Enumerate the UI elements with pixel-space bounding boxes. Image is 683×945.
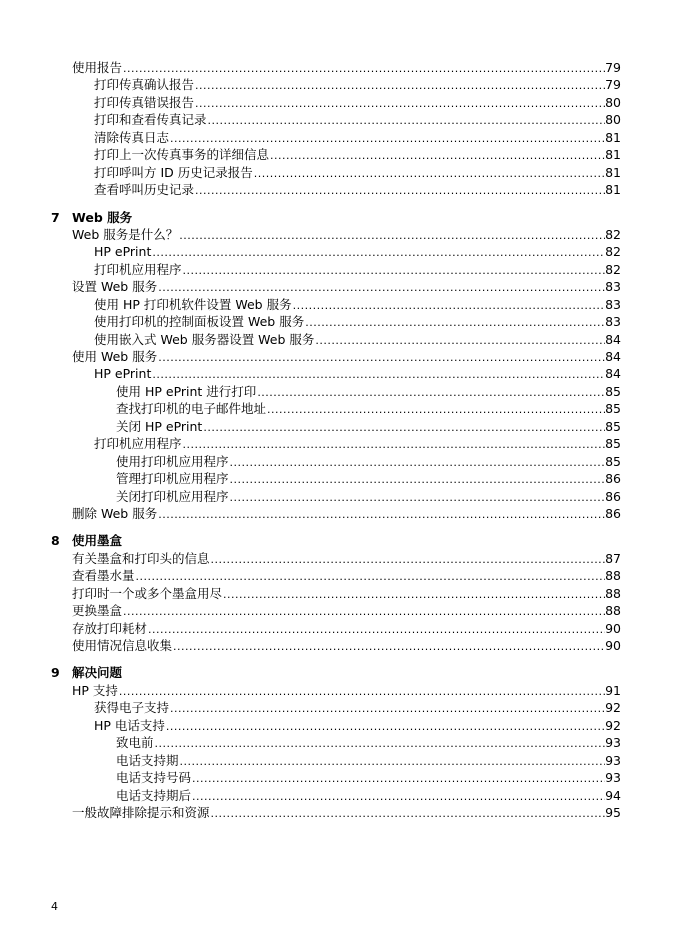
toc-entry[interactable] <box>0 94 683 111</box>
toc-entry[interactable] <box>0 383 683 400</box>
toc-entry-title: 使用 HP 打印机软件设置 Web 服务 <box>94 296 292 312</box>
toc-entry[interactable] <box>0 181 683 198</box>
dot-leader <box>266 401 605 418</box>
toc-entry-page: 80 <box>605 94 621 110</box>
toc-entry[interactable] <box>0 226 683 243</box>
dot-leader <box>194 95 605 112</box>
toc-entry[interactable] <box>0 505 683 522</box>
toc-entry[interactable] <box>0 769 683 786</box>
toc-entry-title: 致电前 <box>116 735 154 751</box>
page-number: 4 <box>51 900 58 913</box>
dot-leader <box>229 454 606 471</box>
dot-leader <box>151 366 605 383</box>
toc-entry[interactable] <box>0 787 683 804</box>
toc-entry[interactable] <box>0 146 683 163</box>
toc-entry[interactable] <box>0 296 683 313</box>
dot-leader <box>122 60 605 77</box>
toc-entry-title: 使用打印机应用程序 <box>116 453 229 469</box>
toc-entry-title: 打印和查看传真记录 <box>94 112 207 128</box>
toc-entry-page: 81 <box>605 129 621 145</box>
chapter-number: 8 <box>51 533 60 549</box>
dot-leader <box>178 227 605 244</box>
toc-entry-page: 86 <box>605 505 621 521</box>
toc-entry-page: 84 <box>605 331 621 347</box>
toc-entry-title: 设置 Web 服务 <box>72 279 158 295</box>
chapter-heading <box>0 532 683 549</box>
toc-entry-page: 88 <box>605 603 621 619</box>
toc-entry[interactable] <box>0 567 683 584</box>
toc-entry-page: 79 <box>605 77 621 93</box>
chapter-heading <box>0 664 683 681</box>
toc-entry-title: 打印机应用程序 <box>94 436 182 452</box>
toc-entry-title: 删除 Web 服务 <box>72 505 158 521</box>
dot-leader <box>229 471 606 488</box>
dot-leader <box>191 770 605 787</box>
toc-entry[interactable] <box>0 488 683 505</box>
toc-entry[interactable] <box>0 453 683 470</box>
toc-entry-page: 83 <box>605 314 621 330</box>
toc-entry[interactable] <box>0 682 683 699</box>
dot-leader <box>157 506 605 523</box>
toc-entry-page: 79 <box>605 60 621 75</box>
section-gap <box>0 199 683 209</box>
toc-entry-page: 85 <box>605 436 621 452</box>
chapter-title: Web 服务 <box>72 209 133 225</box>
toc-entry[interactable] <box>0 365 683 382</box>
section-gap <box>0 654 683 664</box>
chapter-heading <box>0 209 683 226</box>
dot-leader <box>165 718 605 735</box>
toc-entry-page: 92 <box>605 717 621 733</box>
toc-entry-title: 打印传真确认报告 <box>94 77 195 93</box>
chapter-number: 9 <box>51 665 60 681</box>
toc-entry[interactable] <box>0 164 683 181</box>
toc-entry-title: 电话支持期 <box>116 752 179 768</box>
toc-entry[interactable] <box>0 585 683 602</box>
toc-entry[interactable] <box>0 331 683 348</box>
toc-entry-page: 93 <box>605 770 621 786</box>
toc-entry[interactable] <box>0 418 683 435</box>
toc-entry[interactable] <box>0 313 683 330</box>
toc-entry-page: 85 <box>605 453 621 469</box>
toc-entry-page: 80 <box>605 112 621 128</box>
toc-entry-page: 87 <box>605 550 621 566</box>
toc-entry-title: 关闭打印机应用程序 <box>116 488 229 504</box>
toc-entry[interactable] <box>0 129 683 146</box>
toc-entry-title: 一般故障排除提示和资源 <box>72 804 210 820</box>
toc-entry[interactable] <box>0 734 683 751</box>
dot-leader <box>269 147 605 164</box>
dot-leader <box>292 297 606 314</box>
table-of-contents <box>0 59 683 821</box>
toc-entry[interactable] <box>0 348 683 365</box>
toc-entry[interactable] <box>0 717 683 734</box>
toc-entry-title: 打印机应用程序 <box>94 261 182 277</box>
dot-leader <box>179 753 606 770</box>
chapter-number: 7 <box>51 209 60 225</box>
toc-entry[interactable] <box>0 59 683 76</box>
toc-entry-title: 清除传真日志 <box>94 129 170 145</box>
dot-leader <box>304 314 605 331</box>
toc-entry[interactable] <box>0 602 683 619</box>
toc-entry[interactable] <box>0 804 683 821</box>
dot-leader <box>222 586 605 603</box>
dot-leader <box>191 788 605 805</box>
toc-entry-page: 86 <box>605 471 621 487</box>
toc-entry-title: 更换墨盒 <box>72 603 123 619</box>
dot-leader <box>253 165 605 182</box>
dot-leader <box>210 805 606 822</box>
toc-entry-title: 电话支持号码 <box>116 770 192 786</box>
toc-entry-title: 管理打印机应用程序 <box>116 471 229 487</box>
toc-entry[interactable] <box>0 620 683 637</box>
toc-entry-title: HP 支持 <box>72 682 118 698</box>
toc-entry-page: 91 <box>605 682 621 698</box>
toc-entry-title: 使用 HP ePrint 进行打印 <box>116 383 257 399</box>
toc-entry[interactable] <box>0 261 683 278</box>
dot-leader <box>210 551 606 568</box>
dot-leader <box>169 130 605 147</box>
toc-entry-page: 90 <box>605 638 621 653</box>
toc-entry[interactable] <box>0 278 683 295</box>
toc-entry-page: 85 <box>605 418 621 434</box>
toc-entry-page: 95 <box>605 804 621 820</box>
toc-entry-page: 81 <box>605 164 621 180</box>
toc-entry-title: 存放打印耗材 <box>72 620 148 636</box>
toc-entry-title: 查看呼叫历史记录 <box>94 182 195 198</box>
toc-entry-page: 83 <box>605 279 621 295</box>
toc-entry-page: 82 <box>605 226 621 242</box>
chapter-title: 使用墨盒 <box>72 533 123 549</box>
dot-leader <box>118 683 605 700</box>
toc-entry-title: HP ePrint <box>94 366 152 382</box>
toc-entry-title: 使用嵌入式 Web 服务器设置 Web 服务 <box>94 331 315 347</box>
dot-leader <box>194 77 605 94</box>
dot-leader <box>207 112 606 129</box>
dot-leader <box>122 603 605 620</box>
dot-leader <box>135 568 606 585</box>
toc-entry[interactable] <box>0 76 683 93</box>
toc-entry-page: 90 <box>605 620 621 636</box>
dot-leader <box>229 489 606 506</box>
toc-entry-page: 81 <box>605 182 621 198</box>
toc-entry-page: 82 <box>605 261 621 277</box>
dot-leader <box>256 384 605 401</box>
toc-entry-title: 有关墨盒和打印头的信息 <box>72 550 210 566</box>
dot-leader <box>151 244 605 261</box>
toc-entry[interactable] <box>0 243 683 260</box>
toc-entry-title: 查找打印机的电子邮件地址 <box>116 401 267 417</box>
toc-entry-title: 打印传真错误报告 <box>94 94 195 110</box>
toc-entry-page: 82 <box>605 244 621 260</box>
dot-leader <box>182 262 606 279</box>
toc-entry-title: 打印呼叫方 ID 历史记录报告 <box>94 164 253 180</box>
toc-entry[interactable] <box>0 752 683 769</box>
toc-entry[interactable] <box>0 435 683 452</box>
dot-leader <box>147 621 605 638</box>
toc-entry-page: 84 <box>605 366 621 382</box>
toc-entry-page: 88 <box>605 585 621 601</box>
toc-entry-page: 93 <box>605 735 621 751</box>
chapter-title: 解决问题 <box>72 665 123 681</box>
toc-entry-page: 85 <box>605 401 621 417</box>
toc-entry-title: 使用报告 <box>72 60 123 75</box>
dot-leader <box>314 332 605 349</box>
toc-entry-page: 81 <box>605 147 621 163</box>
toc-entry[interactable] <box>0 637 683 654</box>
dot-leader <box>202 419 605 436</box>
dot-leader <box>182 436 606 453</box>
toc-entry-title: HP ePrint <box>94 244 152 260</box>
toc-entry-title: 查看墨水量 <box>72 568 135 584</box>
toc-entry[interactable] <box>0 400 683 417</box>
dot-leader <box>154 735 606 752</box>
toc-entry[interactable] <box>0 699 683 716</box>
toc-entry-page: 88 <box>605 568 621 584</box>
toc-entry-page: 86 <box>605 488 621 504</box>
toc-entry-page: 93 <box>605 752 621 768</box>
toc-entry-title: 关闭 HP ePrint <box>116 418 203 434</box>
toc-entry-page: 94 <box>605 787 621 803</box>
toc-entry-title: HP 电话支持 <box>94 717 165 733</box>
toc-entry-title: 使用情况信息收集 <box>72 638 173 653</box>
toc-entry[interactable] <box>0 550 683 567</box>
dot-leader <box>157 279 605 296</box>
toc-entry-title: 使用 Web 服务 <box>72 349 158 364</box>
dot-leader <box>157 349 605 366</box>
toc-entry-title: 电话支持期后 <box>116 787 192 803</box>
toc-entry-title: Web 服务是什么？ <box>72 226 179 242</box>
toc-entry[interactable] <box>0 470 683 487</box>
toc-entry-page: 84 <box>605 349 621 364</box>
toc-entry-page: 92 <box>605 700 621 716</box>
toc-entry-title: 使用打印机的控制面板设置 Web 服务 <box>94 314 305 330</box>
toc-entry-title: 打印时一个或多个墨盒用尽 <box>72 585 223 601</box>
toc-entry[interactable] <box>0 111 683 128</box>
dot-leader <box>172 638 605 655</box>
dot-leader <box>169 700 605 717</box>
dot-leader <box>194 182 605 199</box>
toc-entry-page: 85 <box>605 383 621 399</box>
toc-entry-page: 83 <box>605 296 621 312</box>
toc-entry-title: 打印上一次传真事务的详细信息 <box>94 147 270 163</box>
toc-entry-title: 获得电子支持 <box>94 700 170 716</box>
section-gap <box>0 522 683 532</box>
